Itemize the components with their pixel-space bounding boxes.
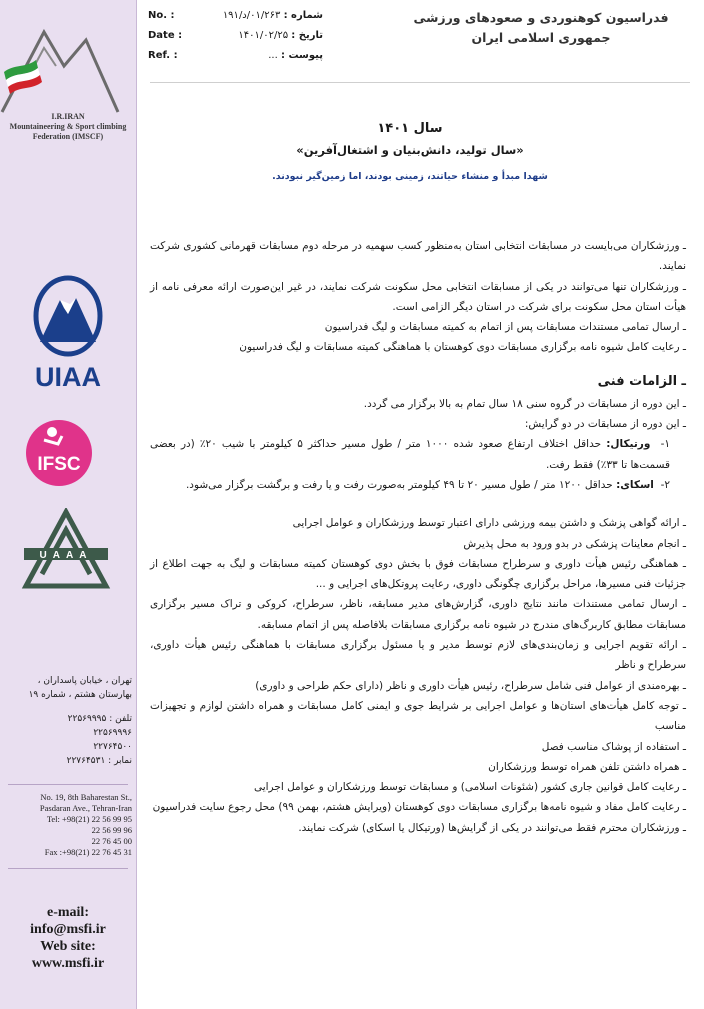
technical-item: ـ این دوره از مسابقات در دو گرایش: — [524, 418, 686, 431]
persian-phone-list: تلفن : ۲۲۵۶۹۹۹۵ ۲۲۵۶۹۹۹۶ ۲۲۷۶۴۵۰۰ نمابر : ۲۲۷۶۴۵۳۱ — [66, 714, 132, 766]
requirement-item: ـ ارسال تمامی مستندات مانند نتایج داوری، گزارش‌های مدیر مسابقه، ناظر، سرطراح، کروکی و تراک مسیر برگزاری مسابقات مطابق کاربرگ‌های مندرج در شیوه نامه برگزاری مسابقات بلافاصله پس از اتمام مسابقه. — [150, 598, 686, 631]
requirement-item: ـ هماهنگی رئیس هیأت داوری و سرطراح مسابقات فوق با بخش دوی کوهستان کمیته مسابقات و لیگ به جهت اطلاع از جزئیات فنی مسیرها، مراحل برگزاری چگونگی داوری، رعایت پروتکل‌های اجرایی و ... — [150, 557, 686, 591]
sidebar-divider — [8, 784, 128, 785]
email-label: e-mail: — [47, 905, 89, 920]
uaaa-logo — [16, 508, 116, 592]
federation-english-name: I.R.IRAN Mountaineering & Sport climbing Federation (IMSCF) — [9, 112, 127, 141]
ifsc-text: IFSC — [37, 454, 81, 475]
requirement-item: ـ بهره‌مندی از عوامل فنی شامل سرطراح، رئیس هیأت داوری و ناظر (دارای حکم طراحی و داوری) — [255, 679, 686, 692]
sidebar-divider — [8, 868, 128, 869]
english-address: No. 19, 8th Baharestan St., Pasdaran Ave., Tehran-Iran Tel: +98(21) 22 56 99 95 22 56 99 96 22 76 45 00 Fax :+98(21) 22 76 45 31 — [39, 792, 132, 857]
year-title: سال ۱۴۰۱ — [377, 121, 443, 136]
header-divider — [150, 82, 690, 83]
letter-body — [150, 236, 686, 838]
requirement-item: ـ رعایت کامل مفاد و شیوه نامه‌ها برگزاری مسابقات دوی کوهستان (ویرایش هشتم، بهمن ۹۹) محل رجوع سایت فدراسیون — [152, 801, 686, 814]
requirement-item: ـ همراه داشتن تلفن همراه توسط ورزشکاران — [488, 760, 686, 773]
persian-address: تهران ، خیابان پاسداران ، بهارستان هشتم ، شماره ۱۹ — [28, 676, 132, 700]
federation-logo — [0, 14, 136, 114]
technical-heading: ـ الزامات فنی — [597, 373, 686, 389]
requirement-item: ـ استفاده از پوشاک مناسب فصل — [541, 740, 686, 753]
contact-block — [0, 904, 136, 972]
website-label: Web site: — [40, 939, 96, 954]
uaaa-text: UAAA — [39, 550, 93, 561]
requirement-item: ـ ورزشکاران محترم فقط می‌توانند در یکی از گرایش‌ها (ورتیکال یا اسکای) شرکت نمایند. — [298, 821, 686, 834]
intro-item: ـ ارسال تمامی مستندات مسابقات پس از اتمام به کمیته مسابقات و لیگ فدراسیون — [324, 321, 686, 334]
federation-persian-title: فدراسیون کوهنوردی و صعودهای ورزشی جمهوری اسلامی ایران — [413, 10, 669, 45]
requirement-item: ـ رعایت کامل قوانین جاری کشور (شئونات اسلامی) و مسابقات توسط ورزشکاران و عوامل اجرایی — [253, 781, 686, 794]
requirement-item: ـ ارائه تقویم اجرایی و زمان‌بندی‌های لازم توسط مدیر و یا مسئول برگزاری مسابقات با هماهنگی رئیس هیأت داوری، سرطراح و ناظر — [150, 639, 686, 672]
technical-item: ـ این دوره از مسابقات در گروه سنی ۱۸ سال تمام به بالا برگزار می گردد. — [363, 397, 686, 410]
website-link[interactable]: www.msfi.ir — [31, 956, 105, 971]
intro-item: ـ رعایت کامل شیوه نامه برگزاری مسابقات دوی کوهستان با هماهنگی کمیته مسابقات و لیگ فدراسیون — [239, 341, 686, 354]
date-field: تاریخ : ۱۴۰۱/۰۲/۲۵ Date : — [148, 30, 323, 41]
martyrs-quote: شهدا مبدأ و منشاء حیاتند، زمینی بودند، اما زمین‌گیر نبودند. — [272, 171, 548, 182]
attachment-field: پیوست : ... Ref. : — [148, 50, 323, 61]
email-link[interactable]: info@msfi.ir — [30, 922, 106, 937]
year-slogan: «سال تولید، دانش‌بنیان و اشتغال‌آفرین» — [296, 143, 524, 157]
number-field: شماره : ۰۱/۲۶۳/د/۱۹۱ No. : — [148, 10, 323, 21]
requirement-item: ـ توجه کامل هیأت‌های استان‌ها و عوامل اجرایی بر شرایط جوی و ایمنی کامل مسابقات و همراه داشتن لوازم و تجهیزات مناسب — [150, 699, 686, 733]
intro-item: ـ ورزشکاران تنها می‌توانند در یکی از مسابقات انتخابی محل سکونت شرکت نمایند، در غیر این‌صورت ارائه معرفی نامه از هیأت استان محل سکونت برای شرکت در استان دیگر الزامی است. — [150, 280, 686, 313]
letterhead-sidebar — [0, 0, 137, 1009]
uiaa-logo — [18, 272, 118, 390]
category-item-vertical: ۱- ورتیکال: حداقل اختلاف ارتفاع صعود شده ۱۰۰۰ متر / طول مسیر حداکثر ۵ کیلومتر با شیب ۲۰٪ (در بعضی قسمت‌ها تا ۳۳٪) فقط رفت. — [150, 438, 670, 471]
requirement-item: ـ ارائه گواهی پزشک و داشتن بیمه ورزشی دارای اعتبار توسط ورزشکاران و عوامل اجرایی — [292, 517, 686, 530]
category-item-sky: ۲- اسکای: حداقل ۱۲۰۰ متر / طول مسیر ۲۰ تا ۴۹ کیلومتر به‌صورت رفت و یا رفت و برگشت برگزار می‌شود. — [185, 478, 670, 491]
intro-item: ـ ورزشکاران می‌بایست در مسابقات انتخابی استان به‌منظور کسب سهمیه در مرحله دوم مسابقات قهرمانی کشوری شرکت نمایند. — [150, 240, 686, 273]
uiaa-text: UIAA — [35, 362, 101, 390]
year-slogan-block — [150, 118, 670, 194]
requirement-item: ـ انجام معاینات پزشکی در بدو ورود به محل پذیرش — [463, 537, 686, 550]
reference-fields — [148, 6, 323, 66]
ifsc-logo — [14, 418, 104, 488]
